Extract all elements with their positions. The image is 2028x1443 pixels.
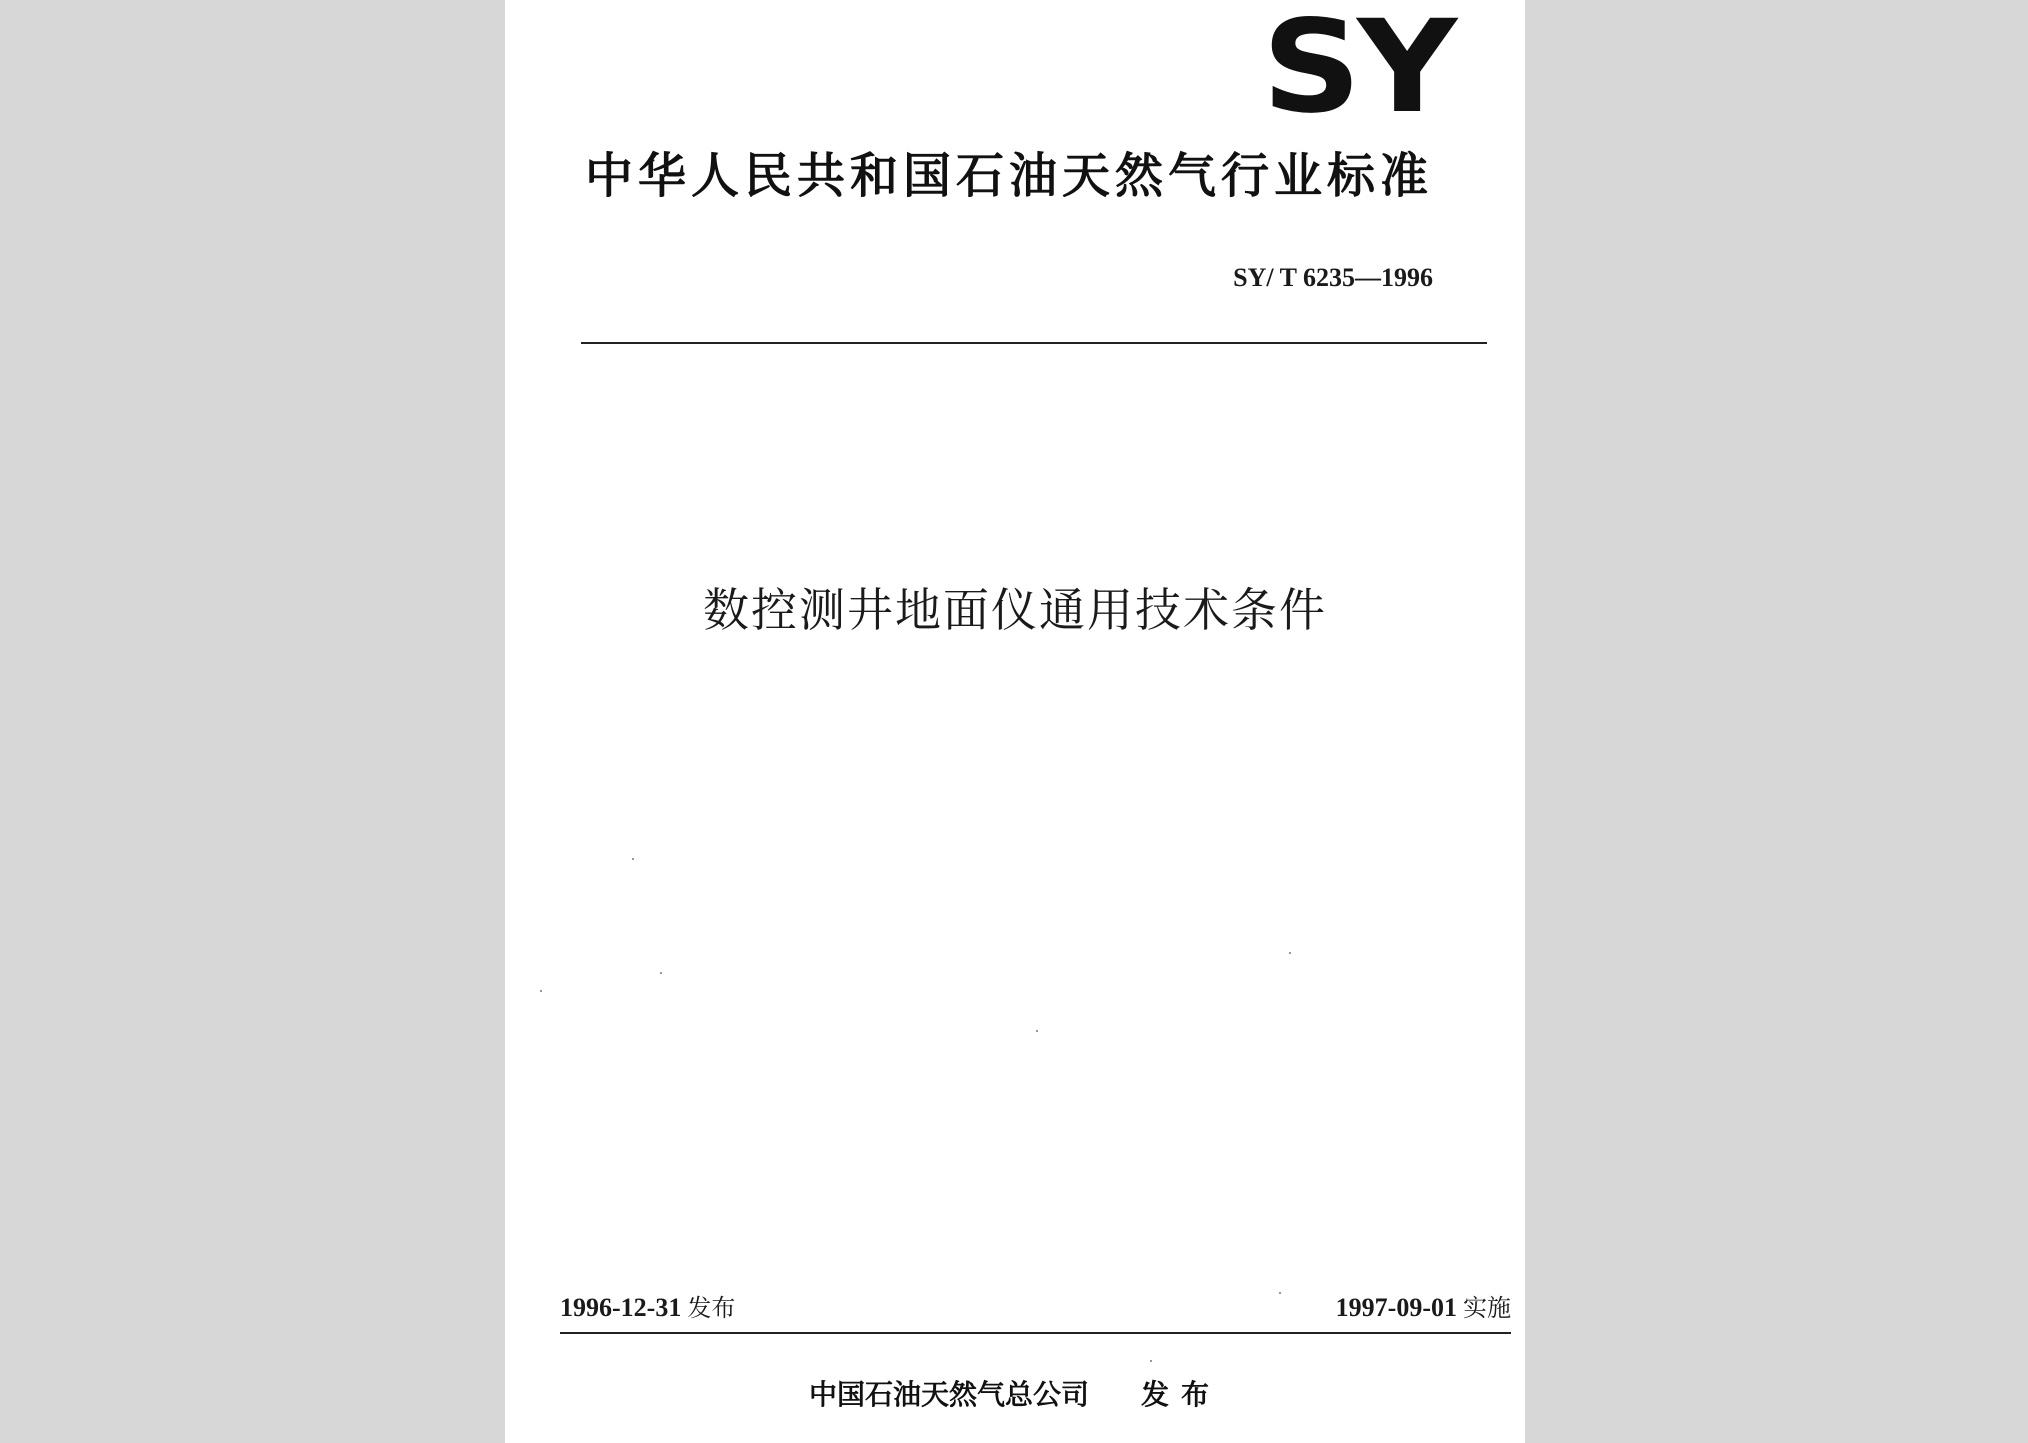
document-page [505, 0, 1525, 1443]
scan-speck [1279, 1292, 1281, 1294]
effective-date [1336, 1292, 1511, 1323]
issue-date-label: 发布 [687, 1294, 736, 1322]
effective-date-label: 实施 [1463, 1294, 1511, 1322]
issue-date [560, 1292, 735, 1323]
issuing-authority-heading: 中华人民共和国石油天然气行业标准 [585, 148, 1434, 204]
scan-speck [540, 990, 542, 992]
document-title: 数控测井地面仪通用技术条件 [703, 583, 1327, 637]
publisher-name: 中国石油天然气总公司 [808, 1378, 1089, 1411]
scan-speck [632, 858, 634, 860]
header-divider [581, 342, 1487, 344]
scan-speck [1289, 952, 1291, 954]
issue-date-value: 1996-12-31 [560, 1293, 682, 1322]
scan-speck [1150, 1360, 1152, 1362]
scan-speck [660, 972, 662, 974]
effective-date-value: 1997-09-01 [1335, 1293, 1457, 1322]
publish-action-label: 发布 [1141, 1378, 1222, 1411]
sy-logo: SY [1261, 0, 1453, 142]
scan-speck [1036, 1030, 1038, 1032]
footer-divider [560, 1332, 1511, 1334]
publisher-line [505, 1378, 1525, 1412]
standard-number: SY/ T 6235—1996 [1233, 263, 1433, 292]
